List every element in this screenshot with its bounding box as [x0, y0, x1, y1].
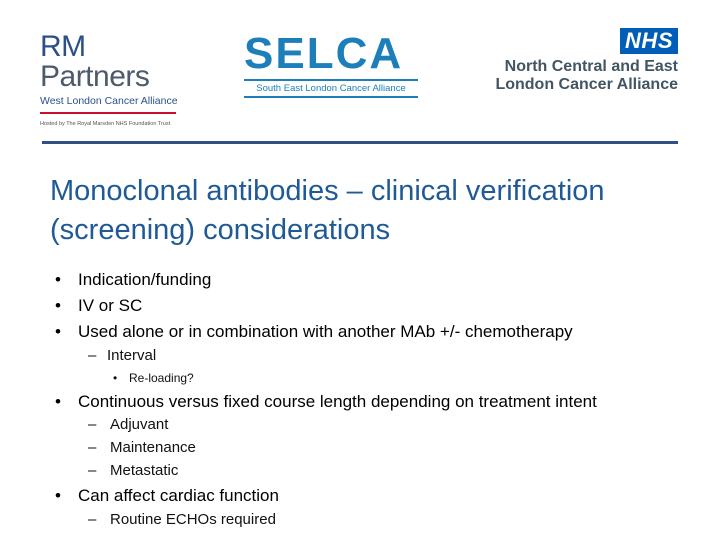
- bullet-text: IV or SC: [78, 296, 143, 315]
- sub-bullet-marker: –: [88, 439, 97, 456]
- nhs-alliance-line-1: North Central and East: [504, 58, 678, 75]
- rm-partners-divider: [40, 112, 176, 114]
- selca-wordmark: SELCA: [244, 29, 404, 78]
- slide-title-line-1: Monoclonal antibodies – clinical verification: [50, 175, 605, 207]
- sub-bullet-text: Metastatic: [110, 462, 179, 479]
- sub-bullet-text: Interval: [107, 347, 157, 364]
- rm-wordmark-partners: Partners: [40, 60, 150, 93]
- nhs-alliance-line-2: London Cancer Alliance: [495, 76, 678, 93]
- header-rule: [42, 141, 678, 144]
- slide-title-line-2: (screening) considerations: [50, 214, 391, 246]
- sub-bullet-text: Routine ECHOs required: [110, 511, 276, 528]
- rm-partners-wordmark: [40, 32, 180, 92]
- bullet-marker: •: [55, 486, 61, 505]
- bullet-marker: •: [55, 322, 61, 341]
- selca-logo: [244, 29, 418, 98]
- sub-bullet-marker: –: [88, 347, 97, 364]
- bullet-marker: •: [55, 296, 61, 315]
- bullet-text: Can affect cardiac function: [78, 486, 279, 505]
- bullet-marker: •: [55, 270, 61, 289]
- rm-partners-fine-print: Hosted by The Royal Marsden NHS Foundation Trust: [40, 121, 171, 127]
- bullet-marker: •: [55, 392, 61, 411]
- sub-sub-bullet-marker: •: [113, 371, 118, 385]
- sub-bullet-text: Adjuvant: [110, 416, 169, 433]
- sub-bullet-text: Maintenance: [110, 439, 196, 456]
- rm-partners-logo: [40, 30, 180, 127]
- selca-subtitle: South East London Cancer Alliance: [244, 79, 418, 98]
- rm-partners-subtitle: West London Cancer Alliance: [40, 95, 178, 107]
- sub-bullet-marker: –: [88, 511, 97, 528]
- sub-bullet-marker: –: [88, 416, 97, 433]
- sub-bullet-marker: –: [88, 462, 97, 479]
- nhs-badge: NHS: [620, 28, 678, 54]
- nhs-logo: [448, 28, 678, 98]
- rm-wordmark-rm: RM: [40, 30, 86, 63]
- bullet-text: Used alone or in combination with another MAb +/- chemotherapy: [78, 322, 573, 341]
- sub-sub-bullet-text: Re-loading?: [129, 371, 194, 385]
- bullet-text: Indication/funding: [78, 270, 212, 289]
- slide-title: [50, 172, 690, 250]
- bullet-text: Continuous versus fixed course length depending on treatment intent: [78, 392, 597, 411]
